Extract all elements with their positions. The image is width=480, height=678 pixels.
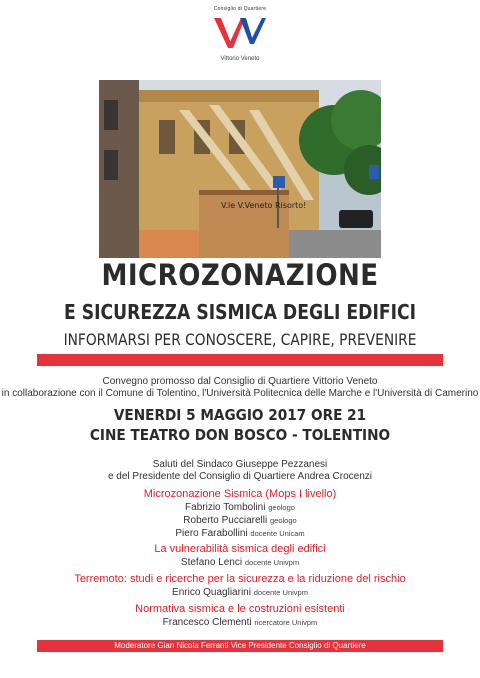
- moderator-bar: Moderatore Gian Nicola Ferranti Vice Presidente Consiglio di Quartiere: [37, 640, 443, 652]
- speaker: [0, 501, 480, 514]
- speaker: [0, 514, 480, 527]
- speaker-role: geologo: [268, 503, 295, 512]
- event-venue: CINE TEATRO DON BOSCO - TOLENTINO: [89, 426, 391, 444]
- main-title: MICROZONAZIONE: [101, 258, 379, 292]
- section-title: Microzonazione Sismica (Mops I livello): [143, 488, 337, 500]
- speaker: [0, 586, 480, 599]
- promo-block: [0, 376, 480, 400]
- speaker-role: docente Unicam: [250, 529, 305, 538]
- speaker-name: Enrico Quagliarini: [172, 587, 251, 598]
- building-photo: [99, 80, 381, 258]
- program-section: [0, 488, 480, 540]
- saluti-line-2: e del Presidente del Consiglio di Quartiere Andrea Crocenzi: [107, 471, 373, 482]
- vv-logo-icon: [200, 12, 280, 52]
- speaker: [0, 527, 480, 540]
- promo-line-2: in collaborazione con il Comune di Tolentino, l'Università Politecnica delle Marche e l'Università di Camerino: [1, 388, 479, 399]
- section-title: Terremoto: studi e ricerche per la sicurezza e la riduzione del rischio: [74, 573, 406, 585]
- tagline: INFORMARSI PER CONOSCERE, CAPIRE, PREVENIRE: [63, 330, 417, 349]
- program-section: [0, 603, 480, 629]
- speaker-name: Fabrizio Tombolini: [185, 502, 266, 513]
- speaker-role: ricercatore Univpm: [254, 618, 318, 627]
- quartiere-logo: [200, 6, 280, 68]
- speaker: [0, 556, 480, 569]
- speaker-name: Francesco Clementi: [162, 617, 252, 628]
- speaker-name: Roberto Pucciarelli: [183, 515, 268, 526]
- speaker-role: geologo: [270, 516, 297, 525]
- program-section: [0, 573, 480, 599]
- red-divider: [37, 354, 443, 366]
- promo-line-1: Convegno promosso dal Consiglio di Quartiere Vittorio Veneto: [102, 376, 378, 387]
- event-date: VENERDI 5 MAGGIO 2017 ORE 21: [113, 406, 367, 424]
- section-title: Normativa sismica e le costruzioni esistenti: [135, 603, 345, 615]
- speaker: [0, 616, 480, 629]
- graffiti-text: V.le V.Veneto Risorto!: [221, 201, 307, 210]
- saluti-block: [0, 459, 480, 483]
- speaker-name: Stefano Lenci: [180, 557, 243, 568]
- program-section: [0, 543, 480, 569]
- event-block: [29, 405, 451, 445]
- logo-top-text: Consiglio di Quartiere: [213, 6, 267, 12]
- logo-bottom-text: Vittorio Veneto: [220, 56, 260, 62]
- section-title: La vulnerabilità sismica degli edifici: [154, 543, 326, 555]
- saluti-line-1: Saluti del Sindaco Giuseppe Pezzanesi: [152, 459, 328, 470]
- speaker-role: docente Univpm: [253, 588, 308, 597]
- subtitle: E SICUREZZA SISMICA DEGLI EDIFICI: [63, 300, 417, 324]
- speaker-name: Piero Farabollini: [175, 528, 248, 539]
- speaker-role: docente Univpm: [244, 558, 300, 567]
